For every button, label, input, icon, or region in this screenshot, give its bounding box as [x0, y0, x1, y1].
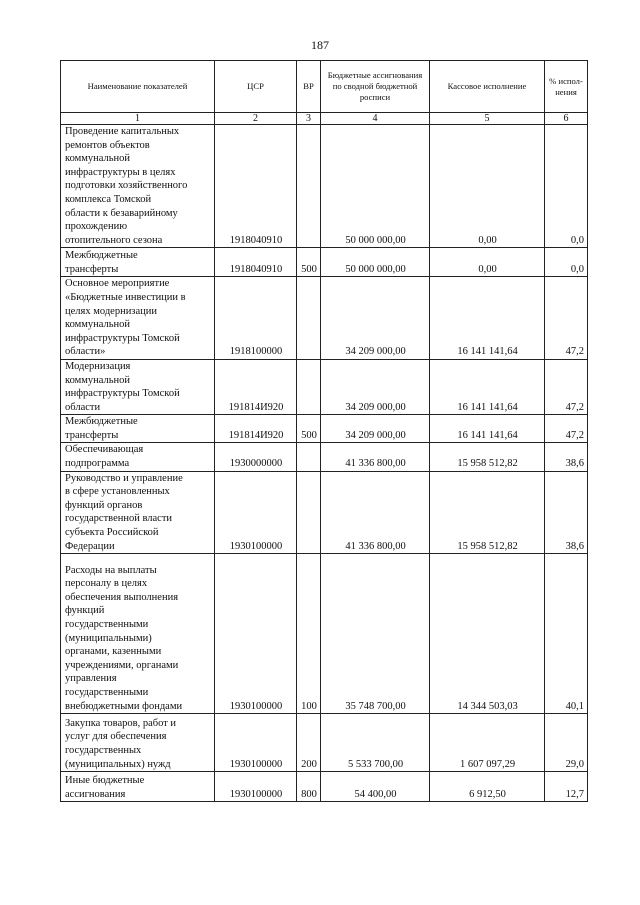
row-execution: 16 141 141,64	[430, 277, 545, 360]
row-name: Межбюджетные трансферты	[61, 415, 215, 443]
row-allocation: 50 000 000,00	[321, 248, 430, 277]
row-vr: 200	[297, 714, 321, 772]
column-numbers-row	[61, 113, 588, 125]
row-csr: 191814И920	[215, 359, 297, 414]
table-row	[61, 359, 588, 414]
table-header-row	[61, 61, 588, 113]
row-percent: 0,0	[545, 125, 588, 248]
table-row	[61, 554, 588, 714]
row-csr: 1918040910	[215, 248, 297, 277]
row-vr	[297, 471, 321, 554]
row-allocation: 41 336 800,00	[321, 471, 430, 554]
row-percent: 47,2	[545, 415, 588, 443]
row-csr: 191814И920	[215, 415, 297, 443]
row-name: Основное мероприятие «Бюджетные инвестиции в целях модернизации коммунальной инфраструктуры Томской области»	[61, 277, 215, 360]
row-csr: 1930100000	[215, 714, 297, 772]
header-name: Наименование показателей	[61, 61, 215, 113]
row-csr: 1930100000	[215, 471, 297, 554]
row-vr	[297, 443, 321, 471]
row-name: Расходы на выплаты персоналу в целях обеспечения выполнения функций государственными (муниципальными) органами, казенными учреждениями, органами управления государственными внебюджетными фондами	[61, 554, 215, 714]
column-number: 1	[61, 113, 215, 125]
column-number: 4	[321, 113, 430, 125]
row-execution: 15 958 512,82	[430, 471, 545, 554]
column-number: 2	[215, 113, 297, 125]
row-vr: 500	[297, 415, 321, 443]
row-name: Руководство и управление в сфере установленных функций органов государственной власти субъекта Российской Федерации	[61, 471, 215, 554]
page-number: 187	[311, 38, 329, 52]
row-execution: 6 912,50	[430, 772, 545, 802]
row-allocation: 35 748 700,00	[321, 554, 430, 714]
row-allocation: 34 209 000,00	[321, 359, 430, 414]
row-percent: 47,2	[545, 277, 588, 360]
header-allocations: Бюджетные ассигнования по сводной бюджетной росписи	[321, 61, 430, 113]
row-vr	[297, 359, 321, 414]
row-name: Закупка товаров, работ и услуг для обеспечения государственных (муниципальных) нужд	[61, 714, 215, 772]
row-execution: 16 141 141,64	[430, 359, 545, 414]
row-vr	[297, 125, 321, 248]
column-number: 6	[545, 113, 588, 125]
header-execution: Кассовое исполнение	[430, 61, 545, 113]
row-percent: 29,0	[545, 714, 588, 772]
row-csr: 1930100000	[215, 554, 297, 714]
row-csr: 1930100000	[215, 772, 297, 802]
row-vr	[297, 277, 321, 360]
header-percent: % испол-нения	[545, 61, 588, 113]
row-name: Проведение капитальных ремонтов объектов коммунальной инфраструктуры в целях подготовки хозяйственного комплекса Томской области к безаварийному прохождению отопительного сезона	[61, 125, 215, 248]
row-allocation: 50 000 000,00	[321, 125, 430, 248]
row-name: Межбюджетные трансферты	[61, 248, 215, 277]
row-name: Обеспечивающая подпрограмма	[61, 443, 215, 471]
row-csr: 1918100000	[215, 277, 297, 360]
row-percent: 47,2	[545, 359, 588, 414]
row-percent: 12,7	[545, 772, 588, 802]
table-row	[61, 125, 588, 248]
table-row	[61, 277, 588, 360]
row-execution: 14 344 503,03	[430, 554, 545, 714]
row-csr: 1918040910	[215, 125, 297, 248]
header-csr: ЦСР	[215, 61, 297, 113]
table-row	[61, 772, 588, 802]
row-allocation: 5 533 700,00	[321, 714, 430, 772]
row-execution: 1 607 097,29	[430, 714, 545, 772]
table-row	[61, 471, 588, 554]
header-vr: ВР	[297, 61, 321, 113]
row-percent: 38,6	[545, 471, 588, 554]
row-name: Модернизация коммунальной инфраструктуры Томской области	[61, 359, 215, 414]
table-row	[61, 248, 588, 277]
row-execution: 0,00	[430, 125, 545, 248]
row-allocation: 41 336 800,00	[321, 443, 430, 471]
row-vr: 800	[297, 772, 321, 802]
row-allocation: 54 400,00	[321, 772, 430, 802]
table-row	[61, 415, 588, 443]
budget-table	[60, 60, 588, 802]
row-csr: 1930000000	[215, 443, 297, 471]
row-allocation: 34 209 000,00	[321, 415, 430, 443]
row-percent: 0,0	[545, 248, 588, 277]
row-name: Иные бюджетные ассигнования	[61, 772, 215, 802]
row-percent: 40,1	[545, 554, 588, 714]
row-vr: 500	[297, 248, 321, 277]
row-allocation: 34 209 000,00	[321, 277, 430, 360]
row-execution: 0,00	[430, 248, 545, 277]
row-execution: 15 958 512,82	[430, 443, 545, 471]
row-percent: 38,6	[545, 443, 588, 471]
row-vr: 100	[297, 554, 321, 714]
column-number: 3	[297, 113, 321, 125]
table-row	[61, 714, 588, 772]
row-execution: 16 141 141,64	[430, 415, 545, 443]
table-row	[61, 443, 588, 471]
column-number: 5	[430, 113, 545, 125]
